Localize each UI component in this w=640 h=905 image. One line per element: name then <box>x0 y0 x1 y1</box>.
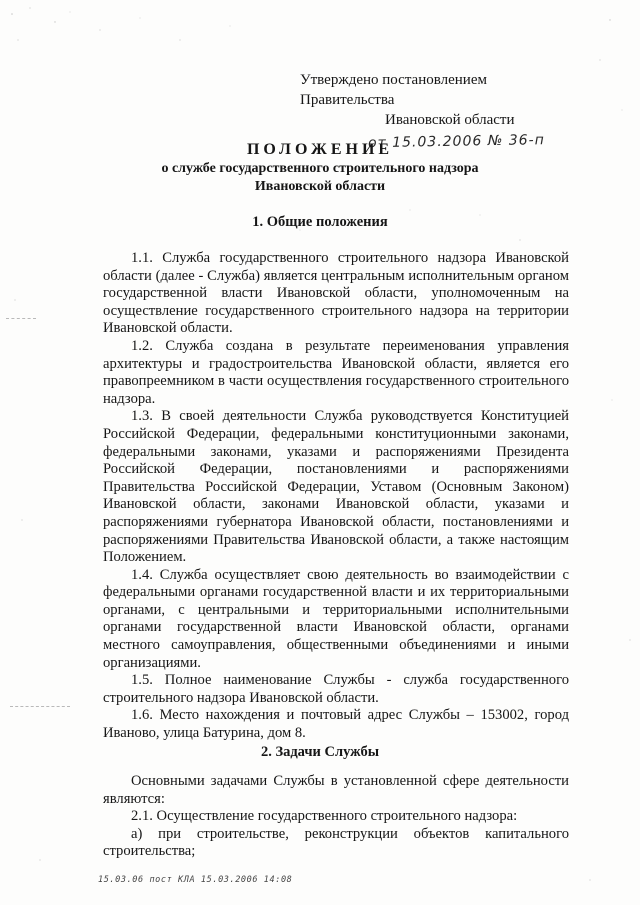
section-1-body <box>103 250 569 743</box>
section-1-heading: 1. Общие положения <box>252 214 388 230</box>
fax-footer: 15.03.06 пост КЛА 15.03.2006 14:08 <box>98 875 293 885</box>
paragraph-1-2: 1.2. Служба создана в результате переименования управления архитектуры и градостроительства Ивановской области, является его правопреемником в части осуществления государственного строительного надзора. <box>103 337 569 407</box>
paragraph-2-intro: Основными задачами Службы в установленной сфере деятельности являются: <box>103 773 569 807</box>
document-subtitle: о службе государственного строительного надзора <box>161 161 479 176</box>
paragraph-1-1: 1.1. Служба государственного строительного надзора Ивановской области (далее - Служба) является центральным исполнительным органом государственной власти Ивановской области, уполномоченным на осуществление государственного строительного надзора на территории Ивановской области. <box>103 250 569 337</box>
approval-region: Ивановской области <box>385 112 515 128</box>
paragraph-2-1-a: а) при строительстве, реконструкции объектов капитального строительства; <box>103 825 569 860</box>
document-title: ПОЛОЖЕНИЕ <box>246 141 394 158</box>
paragraph-1-5: 1.5. Полное наименование Службы - служба государственного строительного надзора Ивановской области. <box>103 672 569 706</box>
section-2-heading: 2. Задачи Службы <box>260 744 380 760</box>
paragraph-2-1: 2.1. Осуществление государственного строительного надзора: <box>131 808 518 825</box>
margin-scan-mark <box>10 706 70 707</box>
paragraph-1-3: 1.3. В своей деятельности Служба руководствуется Конституцией Российской Федерации, федеральными конституционными законами, федеральными законами, указами и распоряжениями Президента Российской Федерации, постановлениями и распоряжениями Правительства Российской Федерации, Уставом (Основным Законом) Ивановской области, законами Ивановской области, указами и распоряжениями губернатора Ивановской области, постановлениями и распоряжениями Правительства Ивановской области, а также настоящим Положением. <box>103 408 569 566</box>
paragraph-1-6: 1.6. Место нахождения и почтовый адрес Службы – 153002, город Иваново, улица Батурина, дом 8. <box>103 707 569 742</box>
approval-line: Утверждено постановлением Правительства <box>300 72 487 108</box>
margin-scan-mark <box>6 318 36 319</box>
handwritten-date-number: от 15.03.2006 № 36-п <box>367 132 545 152</box>
document-subtitle-region: Ивановской области <box>254 179 386 194</box>
section-2-body <box>103 773 569 861</box>
document-title-block <box>100 140 540 196</box>
paragraph-1-4: 1.4. Служба осуществляет свою деятельность во взаимодействии с федеральными органами государственной власти и их территориальными органами, с центральными и территориальными исполнительными органами государственной власти Ивановской области, органами местного самоуправления, общественными объединениями и иными организациями. <box>103 566 569 671</box>
